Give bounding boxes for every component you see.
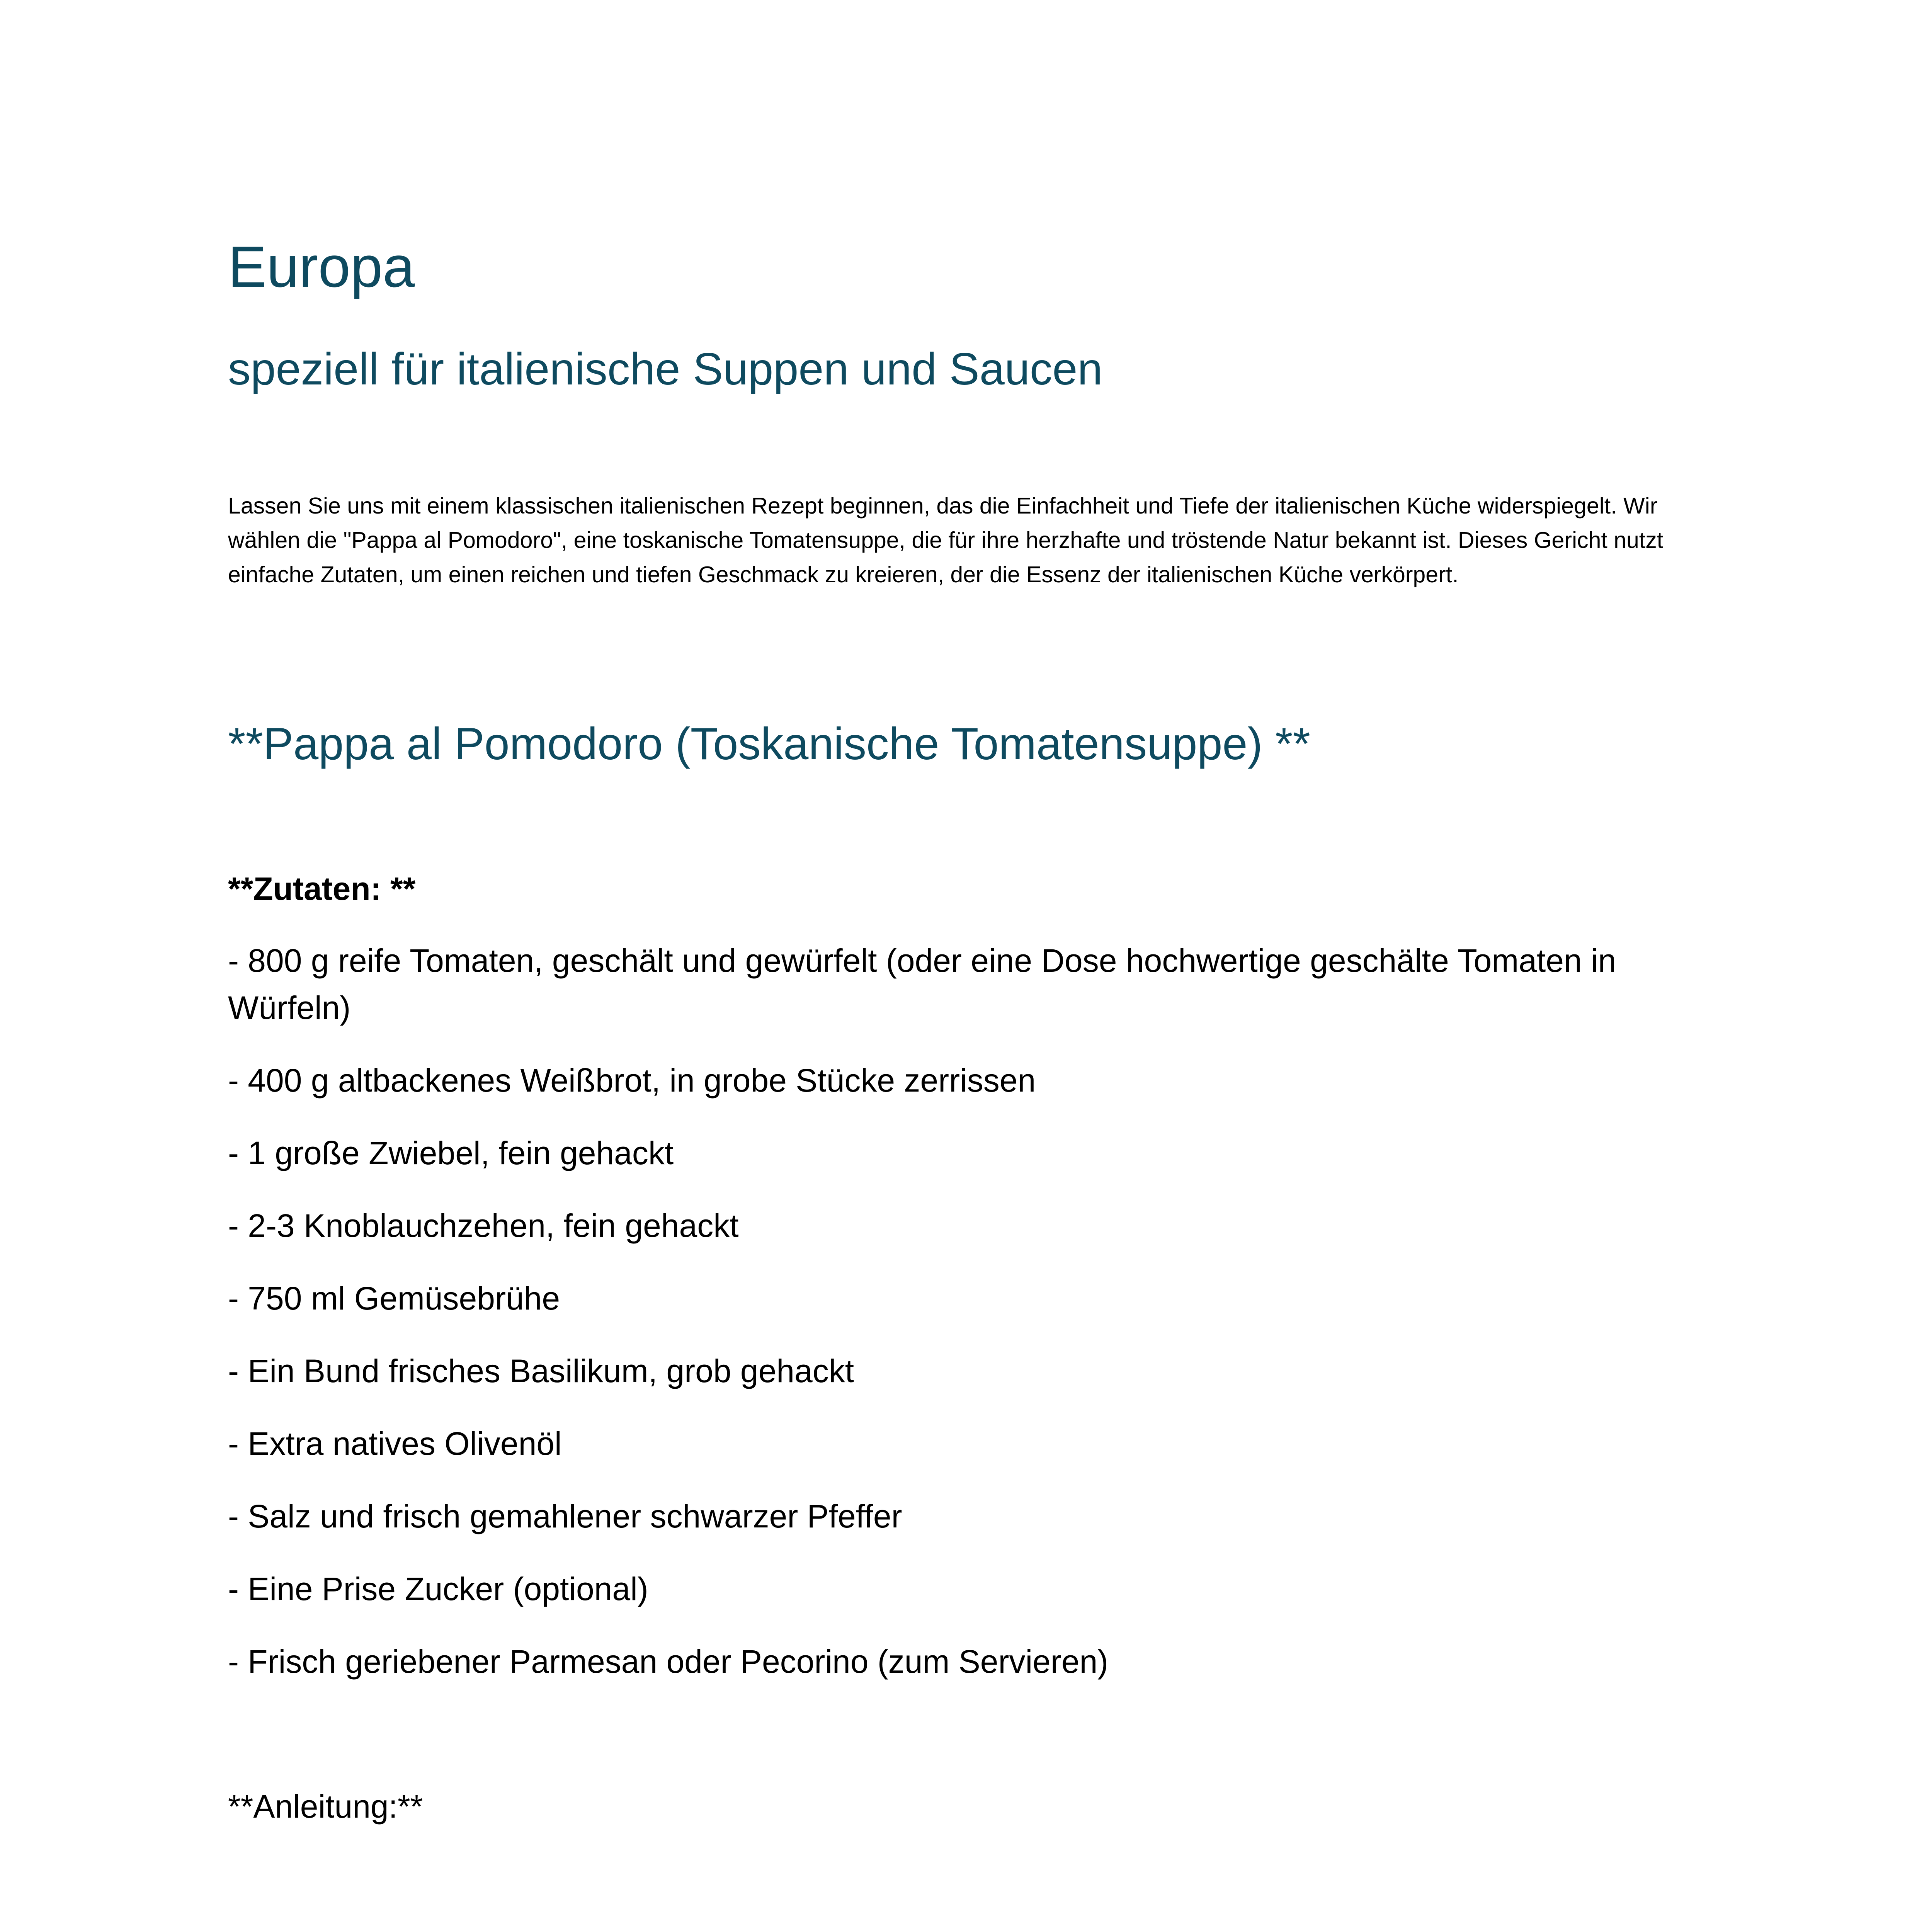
instructions-heading: **Anleitung:** [228, 1788, 423, 1825]
ingredient-item: - Ein Bund frisches Basilikum, grob gehackt [228, 1353, 854, 1389]
ingredient-item: - 2-3 Knoblauchzehen, fein gehackt [228, 1208, 739, 1244]
ingredient-item: - Extra natives Olivenöl [228, 1425, 562, 1462]
intro-paragraph: Lassen Sie uns mit einem klassischen italienischen Rezept beginnen, das die Einfachheit und Tiefe der italienischen Küche widerspiegelt. Wir wählen die "Pappa al Pomodoro", eine toskanische Tomatensuppe, die für ihre herzhafte und tröstende Natur bekannt ist. Dieses Gericht nutzt einfache Zutaten, um einen reichen und tiefen Geschmack zu kreieren, der die Essenz der italienischen Küche verkörpert. [228, 493, 1664, 587]
ingredients-list [228, 937, 1708, 1711]
ingredient-item: - Frisch geriebener Parmesan oder Pecorino (zum Servieren) [228, 1643, 1109, 1680]
ingredients-heading: **Zutaten: ** [228, 871, 416, 907]
ingredient-item: - 400 g altbackenes Weißbrot, in grobe Stücke zerrissen [228, 1062, 1036, 1099]
instruction-step [228, 1926, 1708, 1932]
page-subtitle: speziell für italienische Suppen und Saucen [228, 344, 1103, 394]
ingredient-item: - Eine Prise Zucker (optional) [228, 1571, 648, 1607]
ingredient-item: - 800 g reife Tomaten, geschält und gewürfelt (oder eine Dose hochwertige geschälte Tomaten in Würfeln) [228, 942, 1616, 1026]
recipe-title: **Pappa al Pomodoro (Toskanische Tomatensuppe) ** [228, 718, 1311, 769]
ingredient-item: - 1 große Zwiebel, fein gehackt [228, 1135, 674, 1171]
ingredient-item: - 750 ml Gemüsebrühe [228, 1280, 560, 1316]
page-title: Europa [228, 234, 415, 299]
ingredient-item: - Salz und frisch gemahlener schwarzer Pfeffer [228, 1498, 902, 1534]
